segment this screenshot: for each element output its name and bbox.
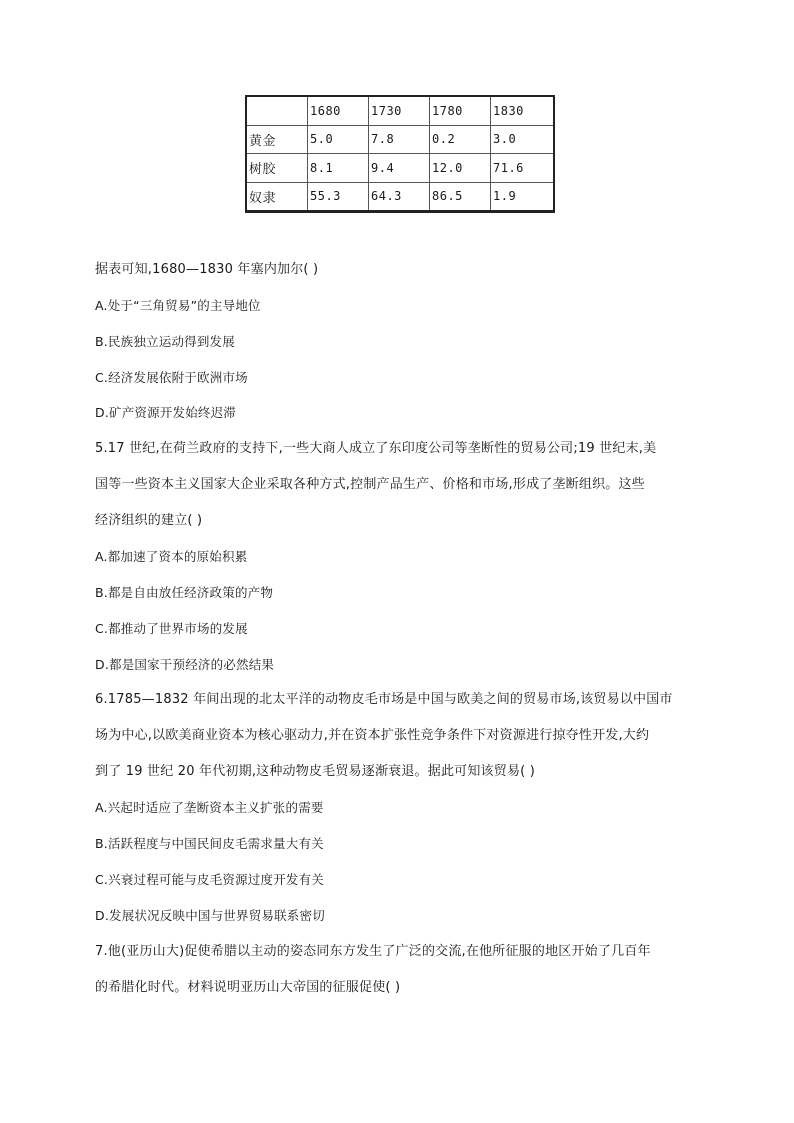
question-4-option-c: C.经济发展依附于欧洲市场 <box>95 370 248 385</box>
table-cell: 树胶 <box>246 154 308 183</box>
question-5-stem-line: 经济组织的建立( ) <box>95 513 203 528</box>
table-row <box>246 154 554 183</box>
question-7-stem-line: 7.他(亚历山大)促使希腊以主动的姿态同东方发生了广泛的交流,在他所征服的地区开始了几百年 <box>95 944 651 959</box>
question-6-option-c: C.兴衰过程可能与皮毛资源过度开发有关 <box>95 872 325 887</box>
table-cell: 1780 <box>430 96 491 125</box>
question-4-stem: 据表可知,1680—1830 年塞内加尔( ) <box>95 262 319 277</box>
question-6-stem-line: 场为中心,以欧美商业资本为核心驱动力,并在资本扩张性竞争条件下对资源进行掠夺性开发,大约 <box>95 728 650 743</box>
table-cell <box>246 96 308 125</box>
table-cell: 71.6 <box>491 154 555 183</box>
question-5-stem-line: 国等一些资本主义国家大企业采取各种方式,控制产品生产、价格和市场,形成了垄断组织。这些 <box>95 477 645 492</box>
trade-data-table <box>245 95 555 213</box>
table-header-row <box>246 96 554 125</box>
question-5-option-b: B.都是自由放任经济政策的产物 <box>95 585 274 600</box>
table-cell: 奴隶 <box>246 182 308 212</box>
table-cell: 9.4 <box>369 154 430 183</box>
table-cell: 黄金 <box>246 125 308 154</box>
question-6-option-a: A.兴起时适应了垄断资本主义扩张的需要 <box>95 800 324 815</box>
table-cell: 1730 <box>369 96 430 125</box>
table-cell: 1680 <box>308 96 369 125</box>
table-row <box>246 125 554 154</box>
table-cell: 5.0 <box>308 125 369 154</box>
table-cell: 1.9 <box>491 182 555 212</box>
question-6-option-d: D.发展状况反映中国与世界贸易联系密切 <box>95 908 325 923</box>
question-5-stem-line: 5.17 世纪,在荷兰政府的支持下,一些大商人成立了东印度公司等垄断性的贸易公司;19 世纪末,美 <box>95 441 657 456</box>
question-5-option-a: A.都加速了资本的原始积累 <box>95 549 248 564</box>
table-cell: 55.3 <box>308 182 369 212</box>
table-row <box>246 182 554 212</box>
question-5-option-d: D.都是国家干预经济的必然结果 <box>95 657 275 672</box>
question-6-stem-line: 到了 19 世纪 20 年代初期,这种动物皮毛贸易逐渐衰退。据此可知该贸易( ) <box>95 764 536 779</box>
table-cell: 12.0 <box>430 154 491 183</box>
question-4-option-b: B.民族独立运动得到发展 <box>95 334 235 349</box>
table-cell: 86.5 <box>430 182 491 212</box>
question-4-option-a: A.处于“三角贸易”的主导地位 <box>95 298 261 313</box>
question-7-stem-line: 的希腊化时代。材料说明亚历山大帝国的征服促使( ) <box>95 980 401 995</box>
table-cell: 64.3 <box>369 182 430 212</box>
question-6-stem-line: 6.1785—1832 年间出现的北太平洋的动物皮毛市场是中国与欧美之间的贸易市场,该贸易以中国市 <box>95 692 673 707</box>
table-cell: 0.2 <box>430 125 491 154</box>
table-cell: 8.1 <box>308 154 369 183</box>
question-5-option-c: C.都推动了世界市场的发展 <box>95 621 248 636</box>
question-4-option-d: D.矿产资源开发始终迟滞 <box>95 405 236 420</box>
table-cell: 3.0 <box>491 125 555 154</box>
question-6-option-b: B.活跃程度与中国民间皮毛需求量大有关 <box>95 836 324 851</box>
table-cell: 7.8 <box>369 125 430 154</box>
table-cell: 1830 <box>491 96 555 125</box>
